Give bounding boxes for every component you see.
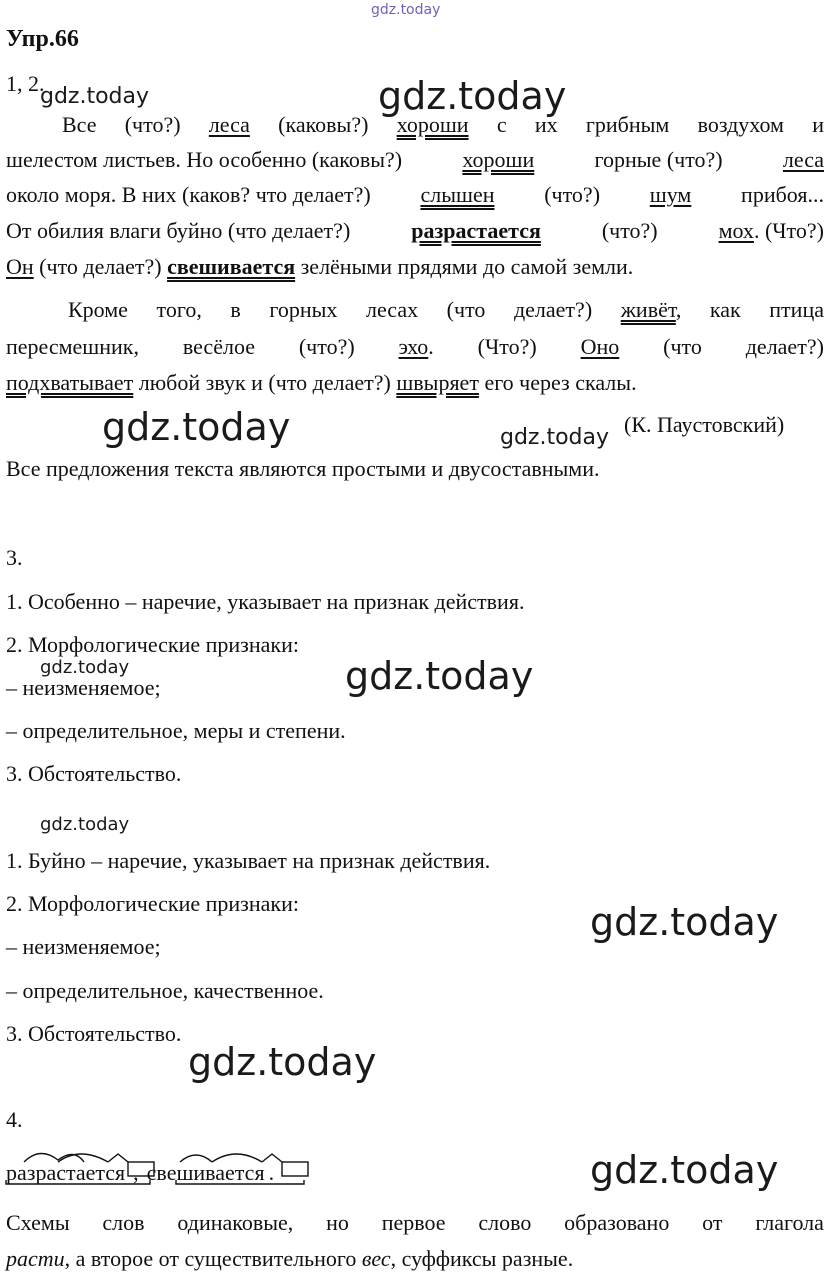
text-line: пересмешник, весёлое (что?) эхо. (Что?) Оно (что делает?) (6, 334, 824, 359)
analysis-line: – определительное, меры и степени. (6, 718, 346, 743)
watermark: gdz.today (102, 405, 291, 449)
morpheme-scheme (0, 1140, 340, 1196)
ending-box (128, 1162, 154, 1176)
suffix-mark (108, 1154, 128, 1162)
ending-box (282, 1162, 308, 1176)
analysis-line: 1. Буйно – наречие, указывает на признак действия. (6, 848, 491, 873)
analysis-line: 3. Обстоятельство. (6, 761, 182, 786)
watermark: gdz.today (40, 84, 150, 109)
root-arc (212, 1154, 262, 1162)
scheme-word: свешивается (146, 1160, 265, 1185)
text-line: Кроме того, в горных лесах (что делает?) живёт, как птица (68, 297, 824, 322)
watermark: gdz.today (188, 1040, 377, 1084)
stem-bracket (176, 1180, 304, 1184)
text-line: Все (что?) леса (каковы?) хороши с их грибным воздухом и (62, 112, 824, 137)
watermark: gdz.today (40, 657, 130, 678)
exercise-title: Упр.66 (6, 26, 79, 52)
stem-bracket (6, 1180, 150, 1184)
text-line: расти, а второе от существительного вес, суффиксы разные. (6, 1246, 574, 1271)
analysis-line: 3. Обстоятельство. (6, 1021, 182, 1046)
scheme-word: разрастается (6, 1160, 126, 1185)
watermark: gdz.today (590, 900, 779, 944)
prefix-mark (180, 1155, 212, 1162)
section-number: 1, 2. (6, 71, 45, 96)
watermark: gdz.today (345, 654, 534, 698)
text-line: шелестом листьев. Но особенно (каковы?) хороши горные (что?) леса (6, 147, 824, 172)
text-line: Он (что делает?) свешивается зелёными прядями до самой земли. (6, 254, 634, 279)
watermark: gdz.today (590, 1148, 779, 1192)
watermark: gdz.today (378, 74, 567, 118)
author: (К. Паустовский) (624, 412, 785, 437)
section-number: 4. (6, 1107, 23, 1132)
conclusion: Все предложения текста являются простыми и двусоставными. (6, 456, 600, 481)
word-scheme: разрастается , свешивается . (6, 1160, 275, 1185)
analysis-line: 1. Особенно – наречие, указывает на признак действия. (6, 589, 525, 614)
text-line: подхватывает любой звук и (что делает?) швыряет его через скалы. (6, 370, 637, 395)
suffix-mark (262, 1154, 282, 1162)
watermark: gdz.today (40, 814, 130, 835)
analysis-line: – неизменяемое; (6, 675, 161, 700)
text-line: От обилия влаги буйно (что делает?) разрастается (что?) мох. (Что?) (6, 218, 824, 243)
watermark: gdz.today (500, 425, 610, 450)
section-number: 3. (6, 545, 23, 570)
analysis-line: – неизменяемое; (6, 934, 161, 959)
watermark-top: gdz.today (371, 2, 441, 18)
analysis-line: 2. Морфологические признаки: (6, 891, 299, 916)
text-line: около моря. В них (каков? что делает?) слышен (что?) шум прибоя... (6, 182, 824, 207)
text-line: Схемы слов одинаковые, но первое слово образовано от глагола (6, 1210, 824, 1235)
analysis-line: – определительное, качественное. (6, 978, 324, 1003)
analysis-line: 2. Морфологические признаки: (6, 632, 299, 657)
